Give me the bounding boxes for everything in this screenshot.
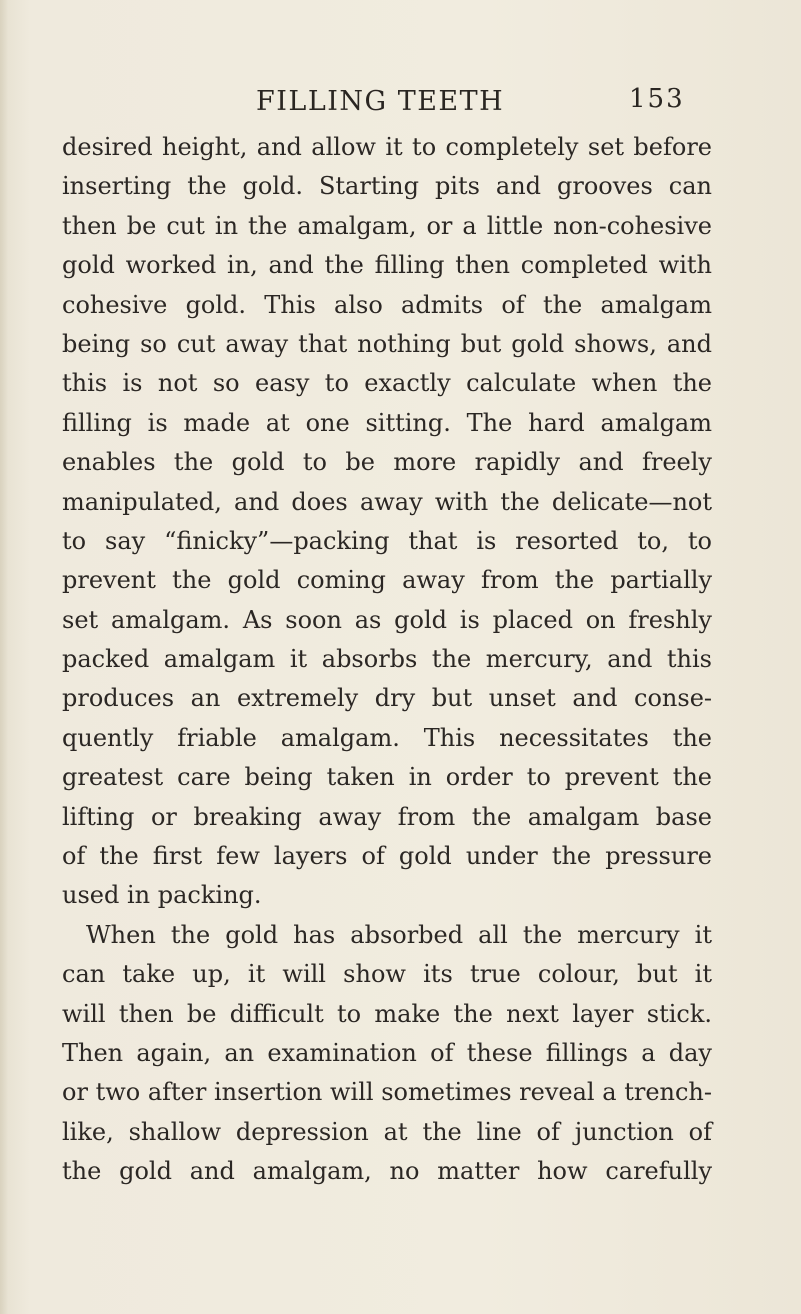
text-line: then be cut in the amalgam, or a little non-cohesive bbox=[62, 211, 712, 240]
body-text bbox=[62, 128, 712, 1192]
text-line: the gold and amalgam, no matter how carefully bbox=[62, 1157, 712, 1186]
text-line: packed amalgam it absorbs the mercury, and this bbox=[62, 645, 712, 674]
text-line: quently friable amalgam. This necessitates the bbox=[62, 723, 712, 752]
text-line: used in packing. bbox=[62, 881, 262, 910]
text-line: or two after insertion will sometimes reveal a trench- bbox=[62, 1078, 712, 1107]
text-line: produces an extremely dry but unset and conse- bbox=[62, 684, 712, 713]
text-line: Then again, an examination of these fillings a day bbox=[62, 1038, 712, 1067]
page-number: 153 bbox=[629, 84, 685, 114]
text-line: will then be difficult to make the next layer stick. bbox=[62, 999, 712, 1028]
text-line: filling is made at one sitting. The hard amalgam bbox=[62, 408, 712, 437]
text-line: like, shallow depression at the line of junction of bbox=[62, 1117, 712, 1146]
text-line: of the first few layers of gold under the pressure bbox=[62, 842, 712, 871]
text-line: being so cut away that nothing but gold shows, and bbox=[62, 329, 712, 358]
text-line: this is not so easy to exactly calculate when the bbox=[62, 369, 712, 398]
text-line: inserting the gold. Starting pits and grooves can bbox=[62, 172, 712, 201]
running-head-title: FILLING TEETH bbox=[256, 86, 505, 117]
text-line: manipulated, and does away with the delicate—not bbox=[62, 487, 712, 516]
text-line: cohesive gold. This also admits of the amalgam bbox=[62, 290, 712, 319]
text-line: gold worked in, and the filling then completed with bbox=[62, 251, 712, 280]
text-line: to say “finicky”—packing that is resorted to, to bbox=[62, 526, 712, 555]
running-head bbox=[0, 78, 801, 128]
text-line: When the gold has absorbed all the mercury it bbox=[86, 920, 712, 949]
text-line: set amalgam. As soon as gold is placed on freshly bbox=[62, 605, 712, 634]
text-line: prevent the gold coming away from the partially bbox=[62, 566, 712, 595]
page-gutter-shadow bbox=[0, 0, 8, 1314]
text-line: can take up, it will show its true colour, but it bbox=[62, 960, 712, 989]
text-line: lifting or breaking away from the amalgam base bbox=[62, 802, 712, 831]
text-line: enables the gold to be more rapidly and freely bbox=[62, 448, 712, 477]
text-line: desired height, and allow it to completely set before bbox=[62, 133, 712, 161]
text-line: greatest care being taken in order to prevent the bbox=[62, 763, 712, 792]
